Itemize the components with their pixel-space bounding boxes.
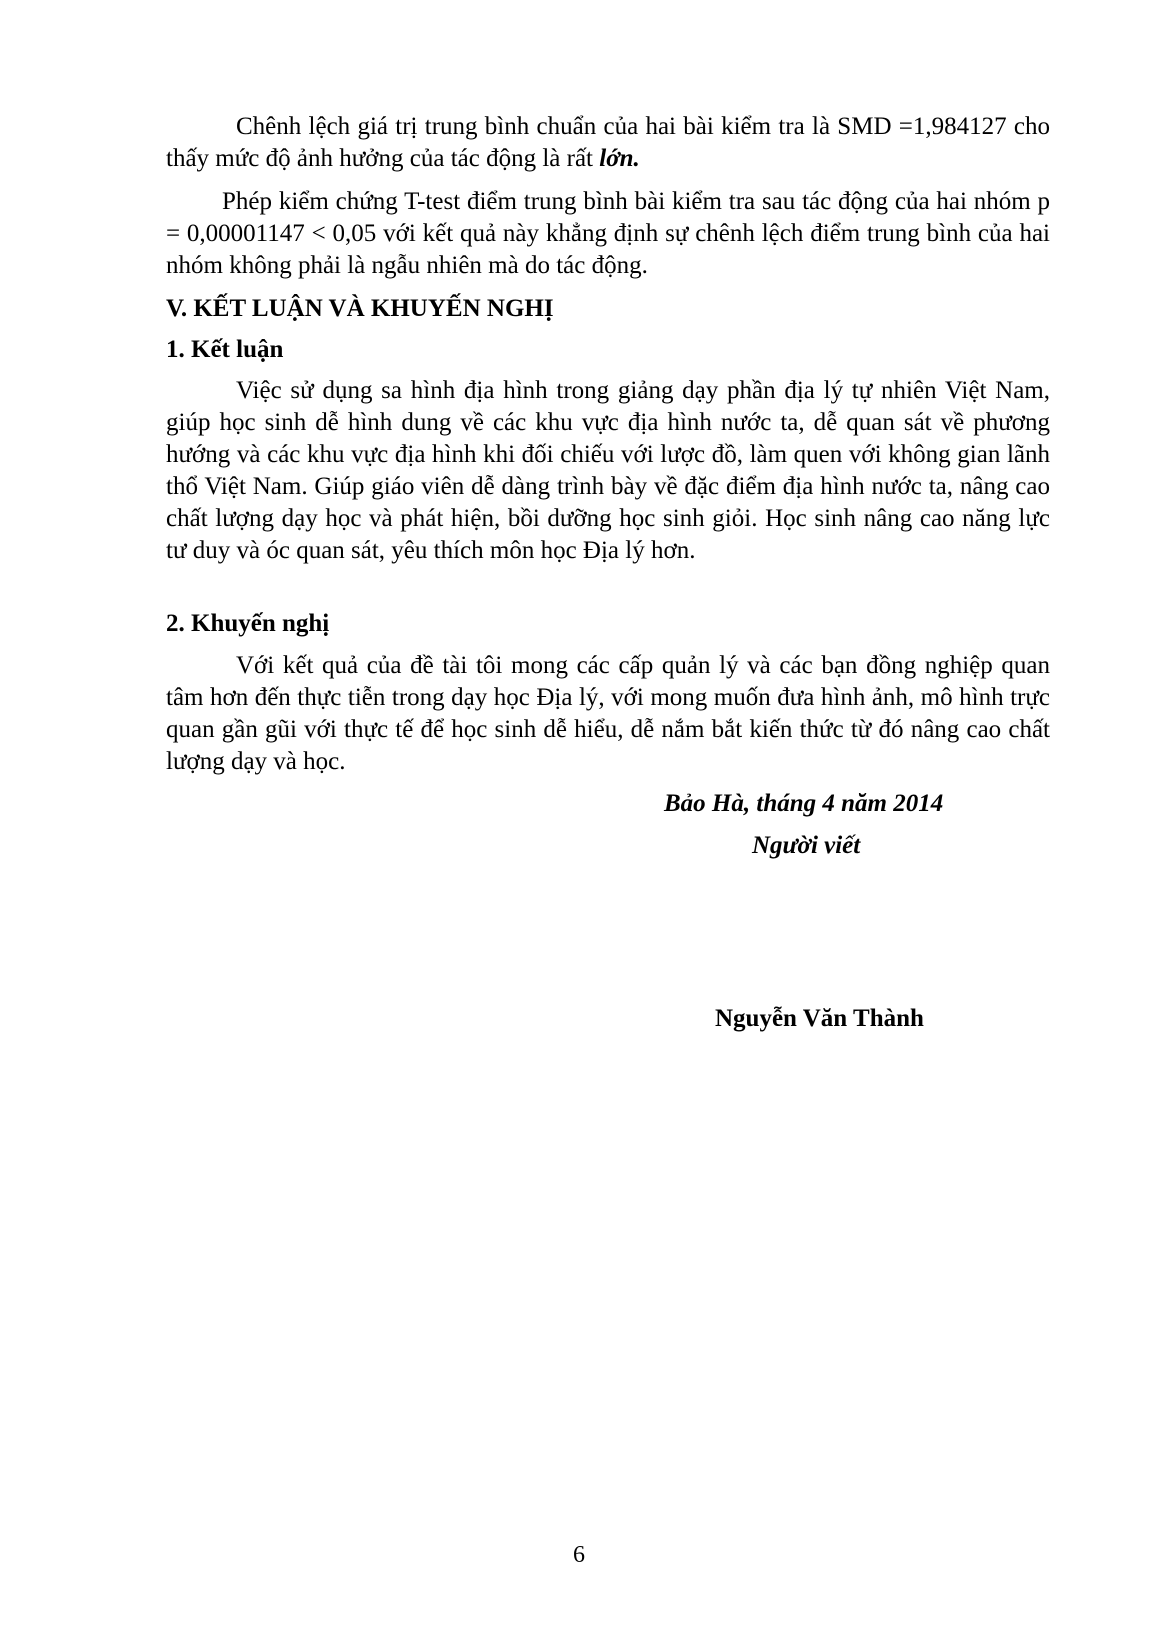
signature-role: Người viết xyxy=(752,832,861,859)
recommendation-heading: 2. Khuyến nghị xyxy=(166,610,330,637)
signature-name: Nguyễn Văn Thành xyxy=(715,1005,924,1032)
paragraph-smd-emphasis: lớn. xyxy=(599,145,640,172)
recommendation-paragraph xyxy=(166,650,1050,778)
paragraph-smd-text: Chênh lệch giá trị trung bình chuẩn của hai bài kiểm tra là SMD =1,984127 cho thấy mức độ ảnh hưởng của tác động là rất xyxy=(166,113,1050,172)
conclusion-heading: 1. Kết luận xyxy=(166,336,284,363)
page-number: 6 xyxy=(573,1542,585,1568)
paragraph-ttest-text: Phép kiểm chứng T-test điểm trung bình bài kiểm tra sau tác động của hai nhóm p = 0,00001147 < 0,05 với kết quả này khẳng định sự chênh lệch điểm trung bình của hai nhóm không phải là ngẫu nhiên mà do tác động. xyxy=(166,188,1050,279)
conclusion-paragraph xyxy=(166,375,1050,567)
signature-place-date: Bảo Hà, tháng 4 năm 2014 xyxy=(664,790,944,817)
paragraph-smd xyxy=(166,111,1050,175)
section-heading: V. KẾT LUẬN VÀ KHUYẾN NGHỊ xyxy=(166,295,554,322)
paragraph-ttest xyxy=(166,186,1050,282)
conclusion-text: Việc sử dụng sa hình địa hình trong giảng dạy phần địa lý tự nhiên Việt Nam, giúp học sinh dễ hình dung về các khu vực địa hình nước ta, dễ quan sát về phương hướng và các khu vực địa hình khi đối chiếu với lược đồ, làm quen với không gian lãnh thổ Việt Nam. Giúp giáo viên dễ dàng trình bày về đặc điểm địa hình nước ta, nâng cao chất lượng dạy học và phát hiện, bồi dưỡng học sinh giỏi. Học sinh nâng cao năng lực tư duy và óc quan sát, yêu thích môn học Địa lý hơn. xyxy=(166,377,1050,564)
recommendation-text: Với kết quả của đề tài tôi mong các cấp quản lý và các bạn đồng nghiệp quan tâm hơn đến thực tiễn trong dạy học Địa lý, với mong muốn đưa hình ảnh, mô hình trực quan gần gũi với thực tế để học sinh dễ hiểu, dễ nắm bắt kiến thức từ đó nâng cao chất lượng dạy và học. xyxy=(166,652,1050,775)
